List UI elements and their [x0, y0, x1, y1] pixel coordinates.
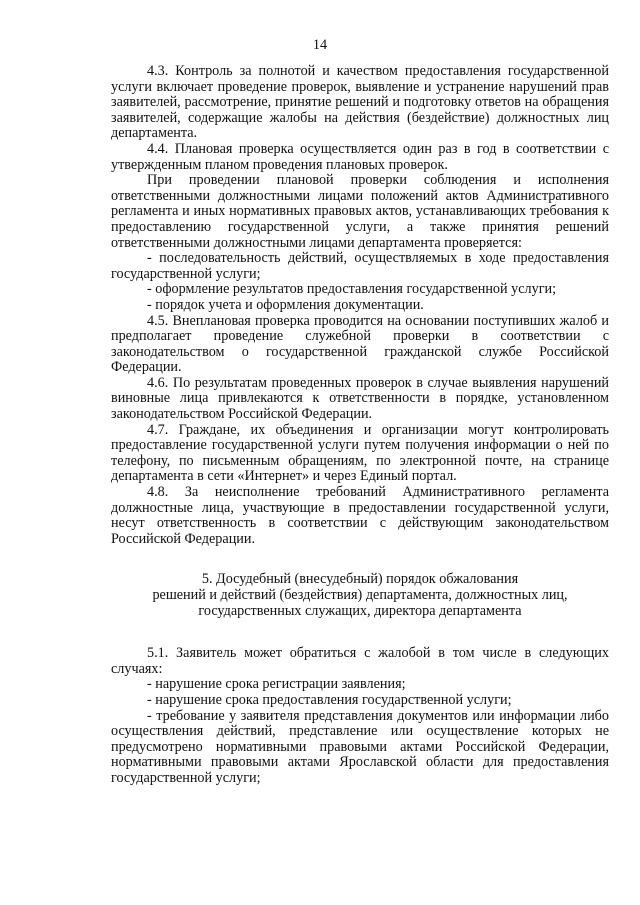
paragraph-planned-check: При проведении плановой проверки соблюдения и исполнения ответственными должностными лицами положений актов Административного регламента и иных нормативных правовых актов, устанавливающих требования к предоставлению государственной услуги, а также принятия решений ответственными должностными лицами департамента проверяется:: [111, 172, 609, 251]
paragraph-4-6: 4.6. По результатам проведенных проверок в случае выявления нарушений виновные лица привлекаются к ответственности в порядке, установленном законодательством Российской Федерации.: [111, 374, 609, 423]
list-item: - оформление результатов предоставления государственной услуги;: [147, 281, 557, 298]
page-number: 14: [312, 37, 328, 53]
list-item: - требование у заявителя представления документов или информации либо осуществления действий, представление или осуществление которых не предусмотрено нормативными правовыми актами Российской Федерации, нормативными правовыми актами Ярославской области для предоставления государственной услуги;: [111, 707, 609, 786]
list-item: - порядок учета и оформления документации.: [147, 296, 424, 313]
paragraph-5-1: 5.1. Заявитель может обратиться с жалобой в том числе в следующих случаях:: [111, 645, 609, 677]
list-item: - нарушение срока регистрации заявления;: [147, 676, 406, 693]
paragraph-4-5: 4.5. Внеплановая проверка проводится на основании поступивших жалоб и предполагает проведение служебной проверки в соответствии с законодательством о государственной гражданской службе Российской Федерации.: [111, 312, 609, 376]
section-heading-line: решений и действий (бездействия) департамента, должностных лиц,: [152, 587, 568, 603]
list-item: - последовательность действий, осуществляемых в ходе предоставления государственной услуги;: [111, 250, 609, 282]
list-item: - нарушение срока предоставления государственной услуги;: [147, 691, 512, 708]
section-heading: [111, 572, 609, 619]
paragraph-4-4: 4.4. Плановая проверка осуществляется один раз в год в соответствии с утвержденным планом проведения плановых проверок.: [111, 140, 609, 173]
document-body: [111, 64, 609, 787]
section-heading-line: государственных служащих, директора департамента: [198, 602, 522, 619]
paragraph-4-8: 4.8. За неисполнение требований Административного регламента должностные лица, участвующие в предоставлении государственной услуги, несут ответственность в соответствии с действующим законодательством Российской Федерации.: [111, 484, 609, 547]
section-heading-line: 5. Досудебный (внесудебный) порядок обжалования: [201, 571, 519, 588]
paragraph-4-7: 4.7. Граждане, их объединения и организации могут контролировать предоставление государственной услуги путем получения информации о ней по телефону, по письменным обращениям, по электронной почте, на странице департамента в сети «Интернет» и через Единый портал.: [111, 421, 609, 485]
paragraph-4-3: 4.3. Контроль за полнотой и качеством предоставления государственной услуги включает проведение проверок, выявление и устранение нарушений прав заявителей, рассмотрение, принятие решений и подготовку ответов на обращения заявителей, содержащие жалобы на действия (бездействие) должностных лиц департамента.: [111, 63, 609, 142]
